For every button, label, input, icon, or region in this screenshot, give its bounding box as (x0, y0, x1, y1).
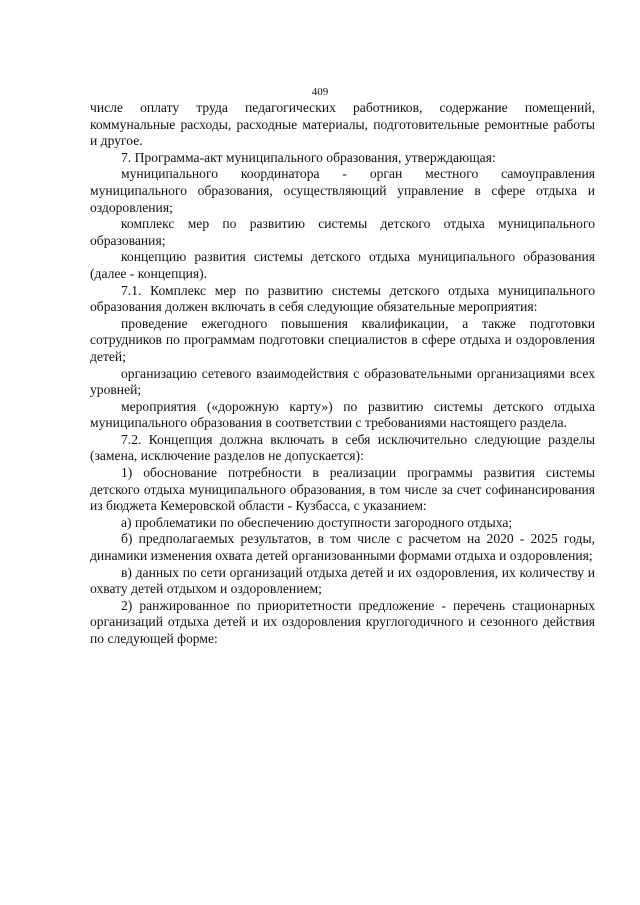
paragraph: числе оплату труда педагогических работников, содержание помещений, коммунальные расходы, расходные материалы, подготовительные ремонтные работы и другое. (90, 100, 595, 149)
paragraph: 7.1. Комплекс мер по развитию системы детского отдыха муниципального образования должен включать в себя следующие обязательные мероприятия: (90, 282, 595, 315)
paragraph: мероприятия («дорожную карту») по развитию системы детского отдыха муниципального образования в соответствии с требованиями настоящего раздела. (90, 398, 595, 431)
paragraph: муниципального координатора - орган местного самоуправления муниципального образования, осуществляющий управление в сфере отдыха и оздоровления; (90, 166, 595, 215)
paragraph: 7. Программа-акт муниципального образования, утверждающая: (121, 149, 496, 165)
paragraph: в) данных по сети организаций отдыха детей и их оздоровления, их количеству и охвату детей отдыхом и оздоровлением; (90, 564, 595, 597)
paragraph: комплекс мер по развитию системы детского отдыха муниципального образования; (90, 216, 595, 248)
document-body (90, 100, 595, 648)
paragraph: организацию сетевого взаимодействия с образовательными организациями всех уровней; (90, 365, 595, 398)
paragraph: б) предполагаемых результатов, в том числе с расчетом на 2020 - 2025 годы, динамики изменения охвата детей организованными формами отдыха и оздоровления; (90, 531, 595, 564)
paragraph: а) проблематики по обеспечению доступности загородного отдыха; (121, 514, 513, 530)
page-number: 409 (311, 86, 329, 98)
paragraph: 2) ранжированное по приоритетности предложение - перечень стационарных организаций отдыха детей и их оздоровления круглогодичного и сезонного действия по следующей форме: (90, 597, 595, 646)
paragraph: 1) обоснование потребности в реализации программы развития системы детского отдыха муниципального образования, в том числе за счет софинансирования из бюджета Кемеровской области - Кузбасса, с указанием: (90, 465, 595, 514)
paragraph: концепцию развития системы детского отдыха муниципального образования (далее - концепция). (90, 249, 595, 281)
paragraph: проведение ежегодного повышения квалификации, а также подготовки сотрудников по программам подготовки специалистов в сфере отдыха и оздоровления детей; (90, 315, 595, 364)
paragraph: 7.2. Концепция должна включать в себя исключительно следующие разделы (замена, исключение разделов не допускается): (90, 431, 595, 464)
